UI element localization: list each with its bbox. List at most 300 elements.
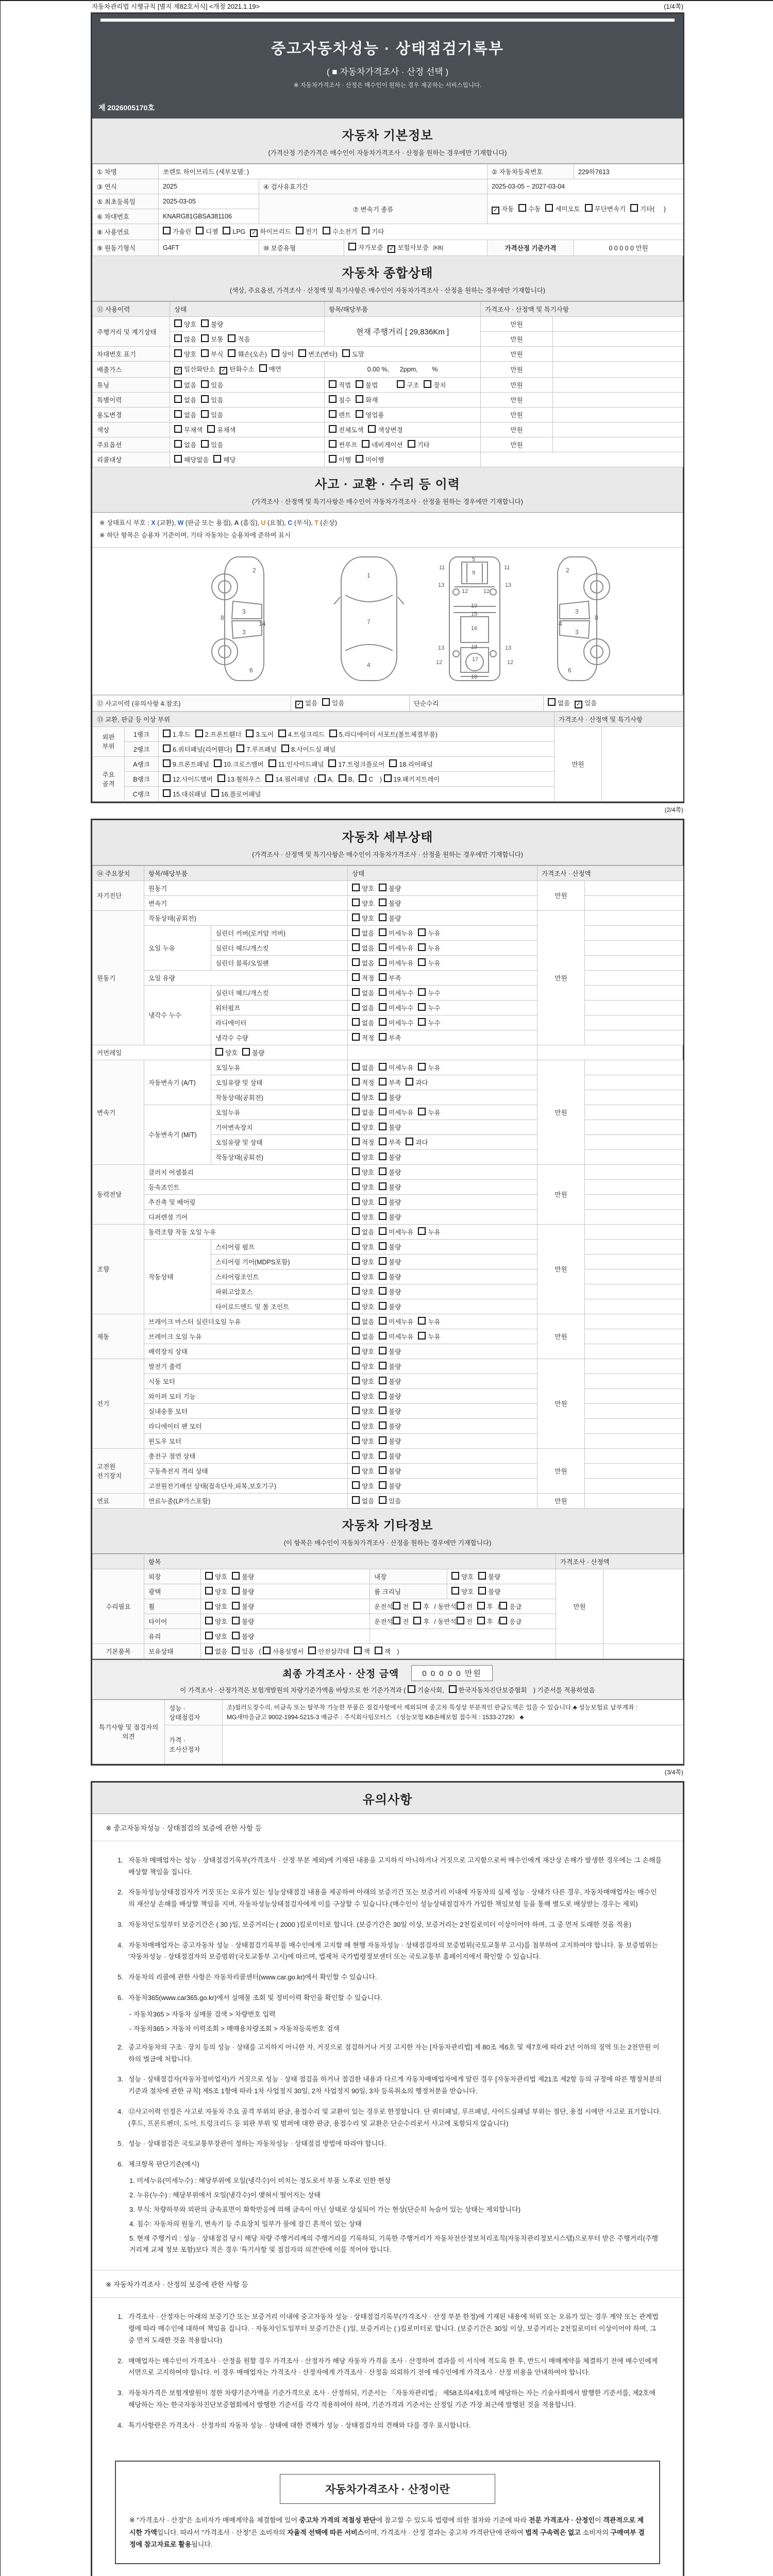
checkbox-불량[interactable]: 불량 bbox=[379, 1392, 401, 1401]
checkbox-불량[interactable]: 불량 bbox=[379, 1257, 401, 1266]
checkbox-미세누유[interactable]: 미세누유 bbox=[379, 928, 413, 938]
price-survey-select[interactable]: ( ■ 자동차가격조사 · 산정 선택 ) bbox=[326, 67, 449, 77]
checkbox-불량[interactable]: 불량 bbox=[232, 1617, 254, 1626]
checkbox-없음[interactable]: 없음 bbox=[352, 943, 374, 953]
value-cell: 타이로드엔드 및 볼 조인트 bbox=[211, 1299, 348, 1314]
value-cell: 오일 유량 bbox=[144, 970, 348, 985]
svg-text:3: 3 bbox=[575, 628, 579, 636]
label-cell: 전기 bbox=[93, 1359, 144, 1448]
checkbox-불량[interactable]: 불량 bbox=[232, 1602, 254, 1611]
price-cell: 만원 bbox=[537, 880, 585, 910]
checkbox-불량[interactable]: 불량 bbox=[379, 1242, 401, 1251]
checkbox-양호[interactable]: 양호 bbox=[352, 899, 374, 908]
checkbox-변조(변타)[interactable]: 변조(변타) bbox=[298, 349, 338, 359]
checkbox-미세누유[interactable]: 미세누유 bbox=[379, 958, 413, 968]
label-cell: 연료 bbox=[93, 1493, 144, 1508]
checkbox-불량[interactable]: 불량 bbox=[201, 319, 223, 329]
value-cell bbox=[585, 1359, 683, 1374]
checkbox-상이[interactable]: 상이 bbox=[272, 349, 294, 359]
notice-group-2-header: ※ 자동차가격조사 · 산정의 보증에 관한 사항 등 bbox=[92, 2270, 683, 2298]
checkbox-썬루프[interactable]: 썬루프 bbox=[329, 440, 357, 449]
checkbox-있음[interactable]: 있음 bbox=[232, 1647, 254, 1656]
checkbox-19.패키지트레이[interactable]: 19.패키지트레이 bbox=[384, 774, 440, 784]
value-cell bbox=[553, 437, 683, 452]
svg-text:12: 12 bbox=[462, 588, 468, 595]
checkbox-누유[interactable]: 누유 bbox=[418, 1227, 440, 1236]
checkbox-보험사보증[interactable]: ✓ 보험사보증 bbox=[388, 243, 428, 253]
checkbox-수소전기[interactable]: 수소전기 bbox=[323, 227, 357, 236]
checkbox-양호[interactable]: 양호 bbox=[352, 1481, 374, 1490]
checkbox-1.후드[interactable]: 1.후드 bbox=[163, 730, 191, 739]
checkbox-누수[interactable]: 누수 bbox=[418, 1003, 440, 1012]
checkbox-미세누수[interactable]: 미세누수 bbox=[379, 1018, 413, 1027]
checkbox-양호[interactable]: 양호 bbox=[215, 1048, 238, 1057]
value-cell: 스티어링 기어(MDPS포함) bbox=[211, 1254, 348, 1269]
checkbox-양호[interactable]: 양호 bbox=[352, 1362, 374, 1371]
checkbox-사용설명서[interactable]: 사용설명서 bbox=[263, 1647, 304, 1656]
checkbox-미세누유[interactable]: 미세누유 bbox=[379, 1063, 413, 1072]
value-cell bbox=[585, 1149, 683, 1164]
checkbox-없음[interactable]: 없음 bbox=[352, 1063, 374, 1072]
checkbox-양호[interactable]: 양호 bbox=[352, 1451, 374, 1461]
checkbox-적정[interactable]: 적정 bbox=[352, 1078, 374, 1087]
notice-item: 4. 특기사항란은 가격조사 · 산정자의 자동차 성능 · 상태에 대한 견해가 성능 · 상태점검자의 견해와 다를 경우 표시합니다. bbox=[117, 2421, 471, 2429]
checkbox-후[interactable]: 후 bbox=[413, 1617, 429, 1626]
checkbox-자가보증[interactable]: 자가보증 bbox=[348, 243, 383, 252]
checkbox-도말[interactable]: 도말 bbox=[342, 349, 364, 359]
checkbox-가솔린[interactable]: 가솔린 bbox=[163, 227, 191, 236]
checkbox-있음[interactable]: 있음 bbox=[201, 440, 223, 449]
checkbox-잭[interactable]: 잭 bbox=[375, 1647, 391, 1656]
car-diagram-svg bbox=[120, 553, 656, 686]
price-survey-definition-text: ※ "가격조사 · 산정"은 소비자가 매매계약을 체결함에 있어 중고차 가격의 적절성 판단에 참고할 수 있도록 법령에 의한 절차와 기준에 따라 전문 가격조사 · 산정인이 객관적으로 제시한 가액입니다. 따라서 "가격조사 · 산정"은 소비자의 자율적 선택에 따른 서비스이며, 가격조사 · 산정 결과는 중고차 가격판단에 관하여 법적 구속력은 없고 소비자의 구매여부 결정에 참고자료로 활용됩니다. bbox=[129, 2516, 645, 2549]
checkbox-누유[interactable]: 누유 bbox=[418, 958, 440, 968]
checkbox-누유[interactable]: 누유 bbox=[418, 943, 440, 953]
checkbox-양호[interactable]: 양호 bbox=[352, 1257, 374, 1266]
checkbox-전[interactable]: 전 bbox=[393, 1602, 409, 1611]
checkbox-미세누유[interactable]: 미세누유 bbox=[379, 1317, 413, 1326]
notice-subitem: 4. 침수: 자동차의 원동기, 변속기 등 주요장치 일부가 물에 잠긴 흔적이 있는 상태 bbox=[129, 2220, 362, 2228]
checkbox-양호[interactable]: 양호 bbox=[352, 1167, 374, 1177]
value-cell: 실린더 헤드/개스킷 bbox=[211, 940, 348, 955]
checkbox-불량[interactable]: 불량 bbox=[379, 899, 401, 908]
section-title: 유의사항 bbox=[362, 1792, 413, 1807]
checkbox-과다[interactable]: 과다 bbox=[406, 1138, 428, 1147]
basic-info-table bbox=[92, 164, 683, 256]
checkbox-미세누유[interactable]: 미세누유 bbox=[379, 943, 413, 953]
checkbox-양호[interactable]: 양호 bbox=[352, 1093, 374, 1102]
checkbox-불량[interactable]: 불량 bbox=[379, 1272, 401, 1281]
svg-text:10: 10 bbox=[471, 602, 478, 609]
checkbox-있음[interactable]: 있음 bbox=[201, 380, 223, 389]
checkbox-양호[interactable]: 양호 bbox=[352, 913, 374, 923]
checkbox-불량[interactable]: 불량 bbox=[379, 1421, 401, 1431]
checkbox-없음[interactable]: 없음 bbox=[205, 1647, 227, 1656]
checkbox-4.트렁크리드[interactable]: 4.트렁크리드 bbox=[278, 730, 325, 739]
options-cell bbox=[211, 1045, 348, 1060]
options-cell bbox=[348, 1269, 537, 1284]
checkbox-누유[interactable]: 누유 bbox=[418, 928, 440, 938]
checkbox-있음[interactable]: 있음 bbox=[322, 698, 344, 707]
checkbox-양호[interactable]: 양호 bbox=[352, 1287, 374, 1296]
checkbox-미세누수[interactable]: 미세누수 bbox=[379, 988, 413, 997]
value-cell bbox=[585, 1433, 683, 1448]
checkbox-불량[interactable]: 불량 bbox=[379, 1287, 401, 1296]
legend-line-2: ※ 하단 항목은 승용차 기준이며, 기타 자동차는 승용차에 준하여 표시 bbox=[99, 531, 291, 539]
checkbox-전체도색[interactable]: 전체도색 bbox=[329, 425, 363, 434]
checkbox-유채색[interactable]: 유채색 bbox=[207, 425, 236, 434]
checkbox-불법[interactable]: 불법 bbox=[356, 380, 378, 389]
checkbox-적정[interactable]: 적정 bbox=[352, 1033, 374, 1042]
checkbox-한국자동차진단보증협회[interactable]: 한국자동차진단보증협회 bbox=[449, 1685, 527, 1694]
label-cell: 차대번호 표기 bbox=[93, 347, 170, 362]
price-cell bbox=[556, 1643, 603, 1658]
checkbox-기타(-)[interactable]: 기타( ) bbox=[630, 204, 666, 213]
state-code-desc: (손상) bbox=[318, 519, 337, 527]
checkbox-기타[interactable]: 기타 bbox=[408, 440, 430, 449]
checkbox-해당[interactable]: 해당 bbox=[213, 455, 236, 464]
checkbox-6.쿼터패널(리어휀다)[interactable]: 6.쿼터패널(리어휀다) bbox=[163, 744, 232, 754]
checkbox-양호[interactable]: 양호 bbox=[352, 1197, 374, 1207]
checkbox-훼손(오손)[interactable]: 훼손(오손) bbox=[228, 349, 267, 359]
checkbox-양호[interactable]: 양호 bbox=[352, 1212, 374, 1222]
value-cell bbox=[585, 1090, 683, 1105]
checkbox-5.라디에이터-서포트(볼트체결부품)[interactable]: 5.라디에이터 서포트(볼트체결부품) bbox=[329, 730, 438, 739]
checkbox-침수[interactable]: 침수 bbox=[329, 395, 351, 404]
label-cell: 가격조사 · 산정액 bbox=[556, 1554, 683, 1569]
checkbox-없음[interactable]: 없음 bbox=[174, 395, 196, 404]
checkbox-이행[interactable]: 이행 bbox=[329, 455, 351, 464]
checkbox-불량[interactable]: 불량 bbox=[379, 1362, 401, 1371]
checkbox-있음[interactable]: 있음 bbox=[201, 395, 223, 404]
checkbox-양호[interactable]: 양호 bbox=[352, 1466, 374, 1476]
checkbox-11.인사이드패널[interactable]: 11.인사이드패널 bbox=[268, 759, 324, 769]
checkbox-18.리어패널[interactable]: 18.리어패널 bbox=[389, 759, 433, 769]
checkbox-양호[interactable]: 양호 bbox=[451, 1572, 474, 1581]
checkbox-미세누수[interactable]: 미세누수 bbox=[379, 1003, 413, 1012]
checkbox-과다[interactable]: 과다 bbox=[406, 1078, 428, 1087]
checkbox-전[interactable]: 전 bbox=[457, 1602, 473, 1611]
checkbox-9.프론트패널[interactable]: 9.프론트패널 bbox=[163, 759, 209, 769]
checkbox-구조[interactable]: 구조 bbox=[397, 380, 419, 389]
checkbox-불량[interactable]: 불량 bbox=[379, 1406, 401, 1416]
checkbox-불량[interactable]: 불량 bbox=[379, 1347, 401, 1356]
checkbox-양호[interactable]: 양호 bbox=[174, 349, 196, 359]
value-cell bbox=[585, 1194, 683, 1209]
value-cell bbox=[553, 378, 683, 393]
checkbox-후[interactable]: 후 bbox=[477, 1617, 493, 1626]
section-basic-info-header bbox=[92, 118, 683, 164]
checkbox-15.대쉬패널[interactable]: 15.대쉬패널 bbox=[163, 789, 207, 799]
checkbox-불량[interactable]: 불량 bbox=[379, 1212, 401, 1222]
value-cell bbox=[585, 1388, 683, 1403]
section-notice-header bbox=[92, 1783, 683, 1814]
options-cell bbox=[325, 452, 481, 467]
checkbox-부족[interactable]: 부족 bbox=[379, 1078, 401, 1087]
value-cell: 실린더 블록/오일팬 bbox=[211, 955, 348, 970]
svg-text:12: 12 bbox=[436, 659, 443, 666]
checkbox-불량[interactable]: 불량 bbox=[379, 1466, 401, 1476]
checkbox-부족[interactable]: 부족 bbox=[379, 1033, 401, 1042]
checkbox-없음[interactable]: 없음 bbox=[352, 928, 374, 938]
checkbox-없음[interactable]: 없음 bbox=[352, 1108, 374, 1117]
checkbox-양호[interactable]: 양호 bbox=[352, 1347, 374, 1356]
checkbox-양호[interactable]: 양호 bbox=[205, 1587, 227, 1596]
checkbox-세미오토[interactable]: 세미오토 bbox=[545, 204, 580, 213]
checkbox-양호[interactable]: 양호 bbox=[205, 1602, 227, 1611]
checkbox-양호[interactable]: 양호 bbox=[352, 1421, 374, 1431]
checkbox-불량[interactable]: 불량 bbox=[379, 1167, 401, 1177]
label-cell: 단순수리 bbox=[410, 695, 544, 711]
checkbox-없음[interactable]: ✓ 없음 bbox=[295, 698, 317, 708]
value-cell: 오일누유 bbox=[211, 1060, 348, 1075]
checkbox-LPG[interactable]: LPG bbox=[223, 227, 245, 235]
simple-repair-options bbox=[544, 695, 683, 711]
checkbox-불량[interactable]: 불량 bbox=[379, 1436, 401, 1446]
checkbox-일산화탄소[interactable]: ✓ 일산화탄소 bbox=[174, 364, 215, 375]
checkbox-미세누유[interactable]: 미세누유 bbox=[379, 1108, 413, 1117]
checkbox-자동[interactable]: ✓ 자동 bbox=[492, 204, 514, 214]
checkbox-없음[interactable]: 없음 bbox=[352, 958, 374, 968]
label-cell: ⑨ 원동기형식 bbox=[93, 240, 159, 256]
checkbox-없음[interactable]: 없음 bbox=[548, 698, 570, 707]
checkbox-장치[interactable]: 장치 bbox=[424, 380, 446, 389]
checkbox-8.사이드실-패널[interactable]: 8.사이드실 패널 bbox=[281, 744, 335, 754]
value-cell bbox=[585, 985, 683, 1000]
checkbox-양호[interactable]: 양호 bbox=[352, 1392, 374, 1401]
checkbox-양호[interactable]: 양호 bbox=[205, 1572, 227, 1581]
checkbox-양호[interactable]: 양호 bbox=[352, 1182, 374, 1192]
checkbox-응급[interactable]: 응급 bbox=[499, 1602, 522, 1611]
options-cell bbox=[348, 910, 537, 925]
checkbox-7.루프패널[interactable]: 7.루프패널 bbox=[237, 744, 277, 754]
checkbox-없음[interactable]: 없음 bbox=[352, 1317, 374, 1326]
checkbox-불량[interactable]: 불량 bbox=[232, 1572, 254, 1581]
options-cell bbox=[348, 1030, 537, 1045]
value-cell bbox=[585, 1284, 683, 1299]
value-cell bbox=[553, 317, 683, 332]
checkbox-적정[interactable]: 적정 bbox=[352, 1138, 374, 1147]
checkbox-불량[interactable]: 불량 bbox=[379, 1093, 401, 1102]
checkbox-양호[interactable]: 양호 bbox=[451, 1587, 474, 1596]
label-cell: 주요 골격 bbox=[93, 756, 125, 801]
checkbox-불량[interactable]: 불량 bbox=[379, 1182, 401, 1192]
checkbox-적정[interactable]: 적정 bbox=[352, 973, 374, 982]
checkbox-화재[interactable]: 화재 bbox=[356, 395, 378, 404]
checkbox-불량[interactable]: 불량 bbox=[478, 1572, 500, 1581]
checkbox-있음[interactable]: 있음 bbox=[201, 410, 223, 419]
checkbox-양호[interactable]: 양호 bbox=[352, 1436, 374, 1446]
checkbox-양호[interactable]: 양호 bbox=[352, 1302, 374, 1311]
checkbox-누수[interactable]: 누수 bbox=[418, 1018, 440, 1027]
checkbox-양호[interactable]: 양호 bbox=[352, 1123, 374, 1132]
value-cell bbox=[603, 1569, 683, 1643]
options-cell bbox=[348, 1149, 537, 1164]
checkbox-C[interactable]: C bbox=[359, 774, 373, 783]
checkbox-불량[interactable]: 불량 bbox=[242, 1048, 264, 1057]
checkbox-B,[interactable]: B, bbox=[339, 774, 355, 783]
checkbox-없음[interactable]: 없음 bbox=[174, 410, 196, 419]
checkbox-해당없음[interactable]: 해당없음 bbox=[174, 455, 209, 464]
svg-text:16: 16 bbox=[471, 625, 478, 632]
checkbox-불량[interactable]: 불량 bbox=[379, 1377, 401, 1386]
notice-item: 3. 성능 · 상태점검자(자동차정비업자)가 거짓으로 성능 · 상태 점검을 하거나 점검한 내용과 다르게 자동차매매업자에게 알린 경우 [자동차관리법 제21조 제2항 등의 규정에 따른 행정처분의 기준과 절차에 관한 규칙] 제5조 1항에 따라 1차 사업정지 30일, 2차 사업정지 90일, 3차 등록취소의 행정처분을 받습니다. bbox=[117, 2075, 662, 2095]
checkbox-불량[interactable]: 불량 bbox=[478, 1587, 500, 1596]
checkbox-누유[interactable]: 누유 bbox=[418, 1108, 440, 1117]
checkbox-불량[interactable]: 불량 bbox=[379, 884, 401, 893]
checkbox-미세누유[interactable]: 미세누유 bbox=[379, 1227, 413, 1236]
checkbox-13.휠하우스[interactable]: 13.휠하우스 bbox=[217, 774, 261, 784]
checkbox-탄화수소[interactable]: ✓ 탄화수소 bbox=[220, 364, 254, 375]
checkbox-불량[interactable]: 불량 bbox=[379, 1197, 401, 1207]
checkbox-양호[interactable]: 양호 bbox=[352, 1242, 374, 1251]
notice-subitem: - 자동차365 > 자동차 실매물 검색 > 차량번호 입력 bbox=[129, 2010, 276, 2018]
checkbox-양호[interactable]: 양호 bbox=[352, 1272, 374, 1281]
checkbox-없음[interactable]: 없음 bbox=[352, 1018, 374, 1027]
checkbox-누유[interactable]: 누유 bbox=[418, 1063, 440, 1072]
checkbox-없음[interactable]: 없음 bbox=[352, 1003, 374, 1012]
state-code-desc: (흠집), bbox=[239, 519, 261, 527]
label-cell bbox=[93, 1554, 144, 1569]
checkbox-영업용[interactable]: 영업용 bbox=[356, 410, 384, 419]
checkbox-수동[interactable]: 수동 bbox=[518, 204, 541, 213]
options-cell bbox=[348, 1329, 537, 1344]
notice-item: 1. 가격조사 · 산정자는 아래의 보증기간 또는 보증거리 이내에 중고자동차 성능 · 상태점검기록부(가격조사 · 산정 부분 한정)에 기재된 내용에 허위 또는 오류가 있는 경우 계약 또는 관계법령에 따라 매수인에 대하여 책임을 집니다. · 자동차인도일부터 보증기간은 ( )일, 보증거리는 ( )킬로미터로 합니다. (보증기간은 30일 이상, 보증거리는 2천킬로미터 이상이어야 하며, 그 중 먼저 도래한 것을 적용합니다) bbox=[117, 2313, 659, 2344]
checkbox-보통[interactable]: 보통 bbox=[201, 334, 223, 344]
checkbox-불량[interactable]: 불량 bbox=[379, 1123, 401, 1132]
value-cell: 브레이크 오일 누유 bbox=[144, 1329, 348, 1344]
svg-text:2: 2 bbox=[253, 566, 256, 574]
checkbox-없음[interactable]: 없음 bbox=[352, 1227, 374, 1236]
checkbox-없음[interactable]: 없음 bbox=[352, 988, 374, 997]
value-cell bbox=[553, 332, 683, 347]
checkbox-네비게이션[interactable]: 네비게이션 bbox=[362, 440, 402, 449]
checkbox-2.프론트휀더[interactable]: 2.프론트휀더 bbox=[195, 730, 242, 739]
checkbox-누수[interactable]: 누수 bbox=[418, 988, 440, 997]
checkbox-있음[interactable]: ✓ 있음 bbox=[575, 698, 597, 708]
svg-text:13: 13 bbox=[438, 645, 445, 651]
legend-codes bbox=[151, 519, 337, 527]
checkbox-불량[interactable]: 불량 bbox=[379, 1302, 401, 1311]
checkbox-색상변경[interactable]: 색상변경 bbox=[368, 425, 402, 434]
label-cell: 내장 bbox=[370, 1569, 447, 1584]
options-cell bbox=[201, 1599, 370, 1614]
header-white-line bbox=[100, 19, 675, 22]
section-subtitle: (가격조사 · 산정액 및 특기사항은 매수인이 자동차가격조사 · 산정을 원하는 경우에만 기재합니다) bbox=[252, 498, 523, 505]
checkbox-누유[interactable]: 누유 bbox=[418, 1317, 440, 1326]
checkbox-미세누유[interactable]: 미세누유 bbox=[379, 1332, 413, 1341]
checkbox-잭[interactable]: 잭 bbox=[354, 1647, 370, 1656]
checkbox-없음[interactable]: 없음 bbox=[352, 1332, 374, 1341]
remarks-table bbox=[92, 1700, 683, 1764]
checkbox-12.사이드멤버[interactable]: 12.사이드멤버 bbox=[163, 774, 213, 784]
checkbox-양호[interactable]: 양호 bbox=[352, 884, 374, 893]
checkbox-16.플로어패널[interactable]: 16.플로어패널 bbox=[211, 789, 261, 799]
checkbox-17.트렁크플로어[interactable]: 17.트렁크플로어 bbox=[328, 759, 384, 769]
checkbox-불량[interactable]: 불량 bbox=[232, 1587, 254, 1596]
label-cell: 용도변경 bbox=[93, 408, 170, 422]
checkbox-후[interactable]: 후 bbox=[413, 1602, 429, 1611]
checkbox-없음[interactable]: 없음 bbox=[174, 440, 196, 449]
notice-item: 3. 자동차가격은 보험개발원이 정한 차량기준가액을 기준가격으로 조사 · 산정하되, 기준서는 「자동차관리법」 제58조의4제1호에 해당하는 자는 기술사회에서 발행한 기준서를, 제2호에 해당하는 자는 한국자동차진단보증협회에서 발행한 기준서를 각각 적용하여야 하며, 기준가격과 기준서는 산정일 기준 가장 최근에 발행된 것을 적용합니다. bbox=[117, 2389, 656, 2409]
value-cell bbox=[585, 1314, 683, 1329]
checkbox-전[interactable]: 전 bbox=[457, 1617, 473, 1626]
checkbox-응급[interactable]: 응급 bbox=[499, 1617, 522, 1626]
value-cell bbox=[585, 1209, 683, 1224]
checkbox-누유[interactable]: 누유 bbox=[418, 1332, 440, 1341]
label-cell: 성능 · 상태점검자 bbox=[165, 1700, 223, 1725]
checkbox-안전삼각대[interactable]: 안전삼각대 bbox=[308, 1647, 349, 1656]
checkbox-전기[interactable]: 전기 bbox=[296, 227, 318, 236]
checkbox-렌트[interactable]: 렌트 bbox=[329, 410, 351, 419]
checkbox-적법[interactable]: 적법 bbox=[329, 380, 351, 389]
checkbox-미이행[interactable]: 미이행 bbox=[356, 455, 384, 464]
checkbox-14.필러패널[interactable]: 14.필러패널 bbox=[265, 774, 309, 784]
checkbox-무단변속기[interactable]: 무단변속기 bbox=[585, 204, 626, 213]
label-cell: 원동기 bbox=[93, 910, 144, 1045]
checkbox-매연[interactable]: 매연 bbox=[259, 364, 281, 374]
options-cell bbox=[170, 452, 325, 467]
notice-item: 4. ⑫사고이력 인정은 사고로 자동차 주요 골격 부위의 판금, 용접수리 및 교환이 있는 경우로 한정합니다. 단 쿼터패널, 루프패널, 사이드실패널 부위는 절단, 용접 시에만 사고로 표기합니다. (후드, 프론트펜더, 도어, 트렁크리드 등 외판 부위 및 범퍼에 대한 판금, 용접수리 및 교환은 단순수리로서 사고에 포함되지 않습니다) bbox=[117, 2107, 662, 2127]
value-cell bbox=[585, 1224, 683, 1239]
checkbox-양호[interactable]: 양호 bbox=[205, 1632, 227, 1641]
checkbox-10.크로스멤버[interactable]: 10.크로스멤버 bbox=[214, 759, 264, 769]
checkbox-양호[interactable]: 양호 bbox=[352, 1406, 374, 1416]
options-cell bbox=[348, 1374, 537, 1388]
checkbox-있음[interactable]: 있음 bbox=[379, 1496, 401, 1505]
checkbox-기술사회,[interactable]: 기술사회, bbox=[408, 1685, 444, 1694]
checkbox-전[interactable]: 전 bbox=[393, 1617, 409, 1626]
value-cell bbox=[585, 925, 683, 940]
checkbox-부족[interactable]: 부족 bbox=[379, 973, 401, 982]
checkbox-불량[interactable]: 불량 bbox=[232, 1632, 254, 1641]
options-cell bbox=[447, 1569, 556, 1584]
checkbox-없음[interactable]: 없음 bbox=[174, 380, 196, 389]
notice-item: 2. 매매업자는 매수인이 가격조사 · 산정을 원할 경우 가격조사 · 산정자가 해당 자동차 가격을 조사 · 산정하여 결과를 이 서식에 적도록 한 후, 반드시 매매계약을 체결하기 전에 매수인에게 서면으로 고지하여야 합니다. 이 경우 매매업자는 가격조사 · 산정자에게 가격조사 · 산정을 의뢰하기 전에 매수인에게 가격조사 · 산정 비용을 안내하여야 합니다. bbox=[117, 2357, 658, 2377]
label-cell: ⑩ 보증유형 bbox=[259, 240, 344, 256]
checkbox-불량[interactable]: 불량 bbox=[379, 1451, 401, 1461]
checkbox-무채색[interactable]: 무채색 bbox=[174, 425, 203, 434]
value-cell bbox=[585, 1403, 683, 1418]
checkbox-양호[interactable]: 양호 bbox=[352, 1153, 374, 1162]
value-cell bbox=[585, 1269, 683, 1284]
checkbox-적음[interactable]: 적음 bbox=[228, 334, 250, 344]
options-cell bbox=[348, 1134, 537, 1149]
checkbox-불량[interactable]: 불량 bbox=[379, 913, 401, 923]
checkbox-3.도어[interactable]: 3.도어 bbox=[246, 730, 274, 739]
label-cell: C랭크 bbox=[125, 786, 159, 801]
checkbox-디젤[interactable]: 디젤 bbox=[196, 227, 218, 236]
checkbox-하이브리드[interactable]: ✓ 하이브리드 bbox=[250, 227, 291, 237]
checkbox-기타[interactable]: 기타 bbox=[362, 227, 384, 236]
price-survey-definition-box bbox=[115, 2461, 660, 2564]
notice-subitem: - 자동차365 > 자동차 이력조회 > 매매용차량조회 > 자동차등록번호 검색 bbox=[129, 2024, 340, 2032]
checkbox-후[interactable]: 후 bbox=[477, 1602, 493, 1611]
checkbox-양호[interactable]: 양호 bbox=[205, 1617, 227, 1626]
checkbox-부식[interactable]: 부식 bbox=[201, 349, 223, 359]
checkbox-불량[interactable]: 불량 bbox=[379, 1481, 401, 1490]
checkbox-많음[interactable]: 많음 bbox=[174, 334, 196, 344]
checkbox-양호[interactable]: 양호 bbox=[352, 1377, 374, 1386]
checkbox-양호[interactable]: 양호 bbox=[174, 319, 196, 329]
checkbox-A,[interactable]: A, bbox=[318, 774, 334, 783]
section-subtitle: (가격조사 · 산정액 및 특기사항은 매수인이 자동차가격조사 · 산정을 원하는 경우에만 기재합니다) bbox=[252, 851, 523, 858]
options-cell bbox=[348, 1120, 537, 1134]
checkbox-없음[interactable]: 없음 bbox=[352, 1496, 374, 1505]
checkbox-불량[interactable]: 불량 bbox=[379, 1153, 401, 1162]
detail-state-table bbox=[92, 866, 683, 1509]
checkbox-부족[interactable]: 부족 bbox=[379, 1138, 401, 1147]
